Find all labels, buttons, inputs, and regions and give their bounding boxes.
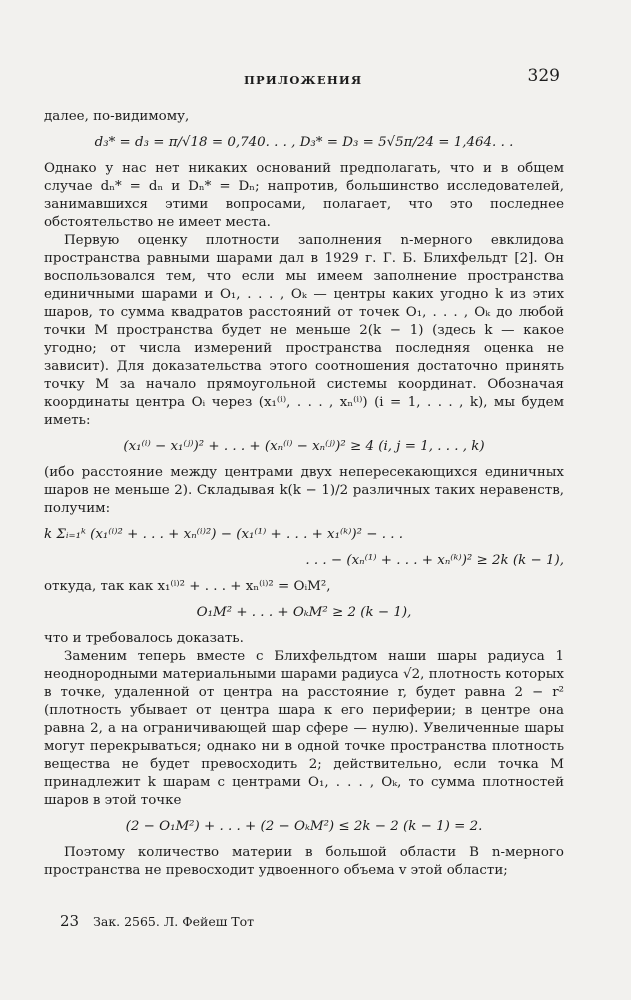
signature-mark: 23: [60, 912, 80, 930]
paragraph-7: Заменим теперь вместе с Блихфельдтом наши шары радиуса 1 неоднородными материальными шарами радиуса √2, плотность которых в точке, удаленной от центра на расстояние r, будет равна 2 − r² (плотность убывает от центра шара к его периферии; в центре она равна 2, а на ограничивающей шар сфере — нулю). Увеличенные шары могут перекрываться; однако ни в одной точке пространства плотность вещества не будет превосходить 2; действительно, если точка M принадлежит k шарам с центрами O₁, . . . , Oₖ, то сумма плотностей шаров в этой точке: [44, 649, 564, 808]
formula-density-3d: d₃* = d₃ = π/√18 = 0,740. . . , D₃* = D₃ = 5√5π/24 = 1,464. . .: [94, 135, 514, 150]
formula-sum-line-1: k Σᵢ₌₁ᵏ (x₁⁽ⁱ⁾² + . . . + xₙ⁽ⁱ⁾²) − (x₁⁽¹⁾ + . . . + x₁⁽ᵏ⁾)² − . . .: [44, 527, 404, 542]
book-page: [44, 0, 564, 1000]
paragraph-4: (ибо расстояние между центрами двух непересекающихся единичных шаров не меньше 2). Складывая k(k − 1)/2 различных таких неравенств, получим:: [44, 465, 564, 516]
paragraph-8: Поэтому количество материи в большой области B n-мерного пространства не превосходит удвоенного объема v этой области;: [44, 845, 564, 878]
formula-density-sum: (2 − O₁M²) + . . . + (2 − OₖM²) ≤ 2k − 2 (k − 1) = 2.: [125, 819, 483, 834]
formula-blichfeldt-bound: O₁M² + . . . + OₖM² ≥ 2 (k − 1),: [196, 605, 412, 620]
paragraph-3: Первую оценку плотности заполнения n-мерного евклидова пространства равными шарами дал в 1929 г. Г. Б. Блихфельдт [2]. Он воспользовался тем, что если мы имеем заполнение пространства единичными шарами и O₁, . . . , Oₖ — центры каких угодно k из этих шаров, то сумма квадратов расстояний от точек O₁, . . . , Oₖ до любой точки M пространства будет не меньше 2(k − 1) (здесь k — какое угодно; от числа измерений пространства последняя оценка не зависит). Для доказательства этого соотношения достаточно принять точку M за начало прямоугольной системы координат. Обозначая координаты центра Oᵢ через (x₁⁽ⁱ⁾, . . . , xₙ⁽ⁱ⁾) (i = 1, . . . , k), мы будем иметь:: [44, 233, 564, 428]
paragraph-2: Однако у нас нет никаких оснований предполагать, что и в общем случае dₙ* = dₙ и Dₙ* = Dₙ; напротив, большинство исследователей, занимавшихся этими вопросами, полагает, что это последнее обстоятельство не имеет места.: [44, 161, 564, 230]
paragraph-5: откуда, так как x₁⁽ⁱ⁾² + . . . + xₙ⁽ⁱ⁾² = OᵢM²,: [44, 579, 331, 594]
page-footer: [60, 912, 254, 931]
paragraph-1: далее, по-видимому,: [44, 109, 190, 124]
page-number: 329: [527, 66, 560, 86]
formula-distance-inequality: (x₁⁽ⁱ⁾ − x₁⁽ʲ⁾)² + . . . + (xₙ⁽ⁱ⁾ − xₙ⁽ʲ⁾)² ≥ 4 (i, j = 1, . . . , k): [123, 439, 485, 454]
imprint-line: Зак. 2565. Л. Фейеш Тот: [93, 914, 255, 929]
formula-sum-line-2: . . . − (xₙ⁽¹⁾ + . . . + xₙ⁽ᵏ⁾)² ≥ 2k (k − 1),: [305, 553, 564, 568]
running-title: ПРИЛОЖЕНИЯ: [244, 73, 363, 87]
body-text: [44, 108, 564, 880]
running-head: [44, 66, 564, 91]
paragraph-6: что и требовалось доказать.: [44, 631, 244, 646]
